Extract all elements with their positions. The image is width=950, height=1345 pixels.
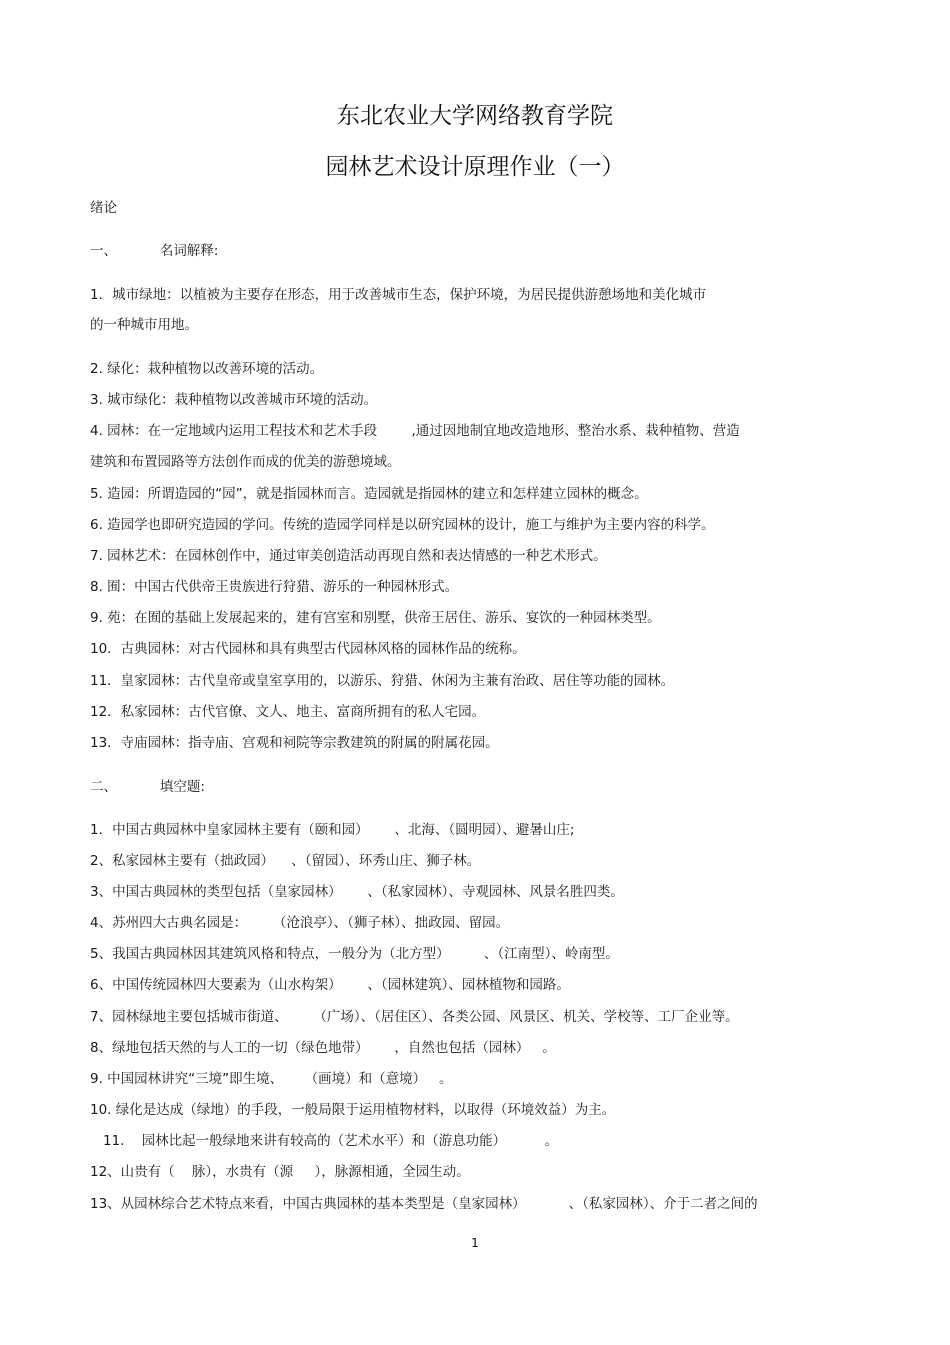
list-item: 2、私家园林主要有（拙政园） 、（留园）、环秀山庄、狮子林。 — [90, 853, 481, 869]
list-item: 的一种城市用地。 — [90, 317, 198, 333]
part2-heading: 二、 填空题: — [90, 779, 205, 795]
list-item: 8、绿地包括天然的与人工的一切（绿色地带） ，自然也包括（园林） 。 — [90, 1040, 556, 1056]
list-item: 7. 园林艺术：在园林创作中，通过审美创造活动再现自然和表达情感的一种艺术形式。 — [90, 548, 607, 564]
list-item: 12、山贵有（ 脉），水贵有（源 ），脉源相通，全园生动。 — [90, 1164, 470, 1180]
list-item: 12．私家园林：古代官僚、文人、地主、富商所拥有的私人宅园。 — [90, 704, 486, 720]
list-item: 10. 绿化是达成（绿地）的手段，一般局限于运用植物材料，以取得（环境效益）为主。 — [90, 1102, 616, 1118]
list-item: 11. 园林比起一般绿地来讲有较高的（艺术水平）和（游息功能） 。 — [103, 1133, 559, 1149]
list-item: 2. 绿化：栽种植物以改善环境的活动。 — [90, 361, 324, 377]
list-item: 5. 造园：所谓造园的“园”，就是指园林而言。造园就是指园林的建立和怎样建立园林的概念。 — [90, 486, 648, 502]
list-item: 3. 城市绿化：栽种植物以改善城市环境的活动。 — [90, 392, 378, 408]
list-item: 3、中国古典园林的类型包括（皇家园林） 、（私家园林）、寺观园林、风景名胜四类。 — [90, 884, 624, 900]
list-item: 7、园林绿地主要包括城市街道、 （广场）、（居住区）、各类公园、风景区、机关、学校等、工厂企业等。 — [90, 1009, 739, 1025]
list-item: 4、苏州四大古典名园是： （沧浪亭）、（狮子林）、拙政园、留园。 — [90, 915, 510, 931]
list-item: 1．中国古典园林中皇家园林主要有（颐和园） 、北海、（圆明园）、避暑山庄; — [90, 822, 575, 838]
list-item: 4. 园林：在一定地域内运用工程技术和艺术手段 ,通过因地制宜地改造地形、整治水系、栽种植物、营造 — [90, 423, 740, 439]
list-item: 9. 中国园林讲究“三境”即生境、 （画境）和（意境） 。 — [90, 1071, 453, 1087]
list-item: 13、从园林综合艺术特点来看，中国古典园林的基本类型是（皇家园林） 、（私家园林）、介于二者之间的 — [90, 1196, 758, 1212]
list-item: 6. 造园学也即研究造园的学问。传统的造园学同样是以研究园林的设计，施工与维护为主要内容的科学。 — [90, 517, 715, 533]
list-item: 8. 囿：中国古代供帝王贵族进行狩猎、游乐的一种园林形式。 — [90, 579, 459, 595]
document-title: 东北农业大学网络教育学院 — [337, 103, 613, 129]
document-subtitle: 园林艺术设计原理作业（一） — [325, 154, 625, 180]
list-item: 建筑和布置园路等方法创作而成的优美的游憩境域。 — [90, 454, 401, 470]
list-item: 13．寺庙园林：指寺庙、宫观和祠院等宗教建筑的附属的附属花园。 — [90, 735, 499, 751]
list-item: 9. 苑：在囿的基础上发展起来的，建有宫室和别墅，供帝王居住、游乐、宴饮的一种园林类型。 — [90, 610, 661, 626]
list-item: 5、我国古典园林因其建筑风格和特点，一般分为（北方型） 、（江南型）、岭南型。 — [90, 946, 619, 962]
page-number: 1 — [471, 1236, 479, 1250]
list-item: 6、中国传统园林四大要素为（山水构架） 、（园林建筑）、园林植物和园路。 — [90, 977, 570, 993]
list-item: 11．皇家园林：古代皇帝或皇室享用的，以游乐、狩猎、休闲为主兼有治政、居住等功能的园林。 — [90, 673, 675, 689]
list-item: 10．古典园林：对古代园林和具有典型古代园林风格的园林作品的统称。 — [90, 641, 526, 657]
part1-heading: 一、 名词解释: — [90, 243, 219, 259]
list-item: 1．城市绿地：以植被为主要存在形态，用于改善城市生态，保护环境，为居民提供游憩场地和美化城市 — [90, 287, 707, 303]
section-heading: 绪论 — [90, 200, 117, 216]
